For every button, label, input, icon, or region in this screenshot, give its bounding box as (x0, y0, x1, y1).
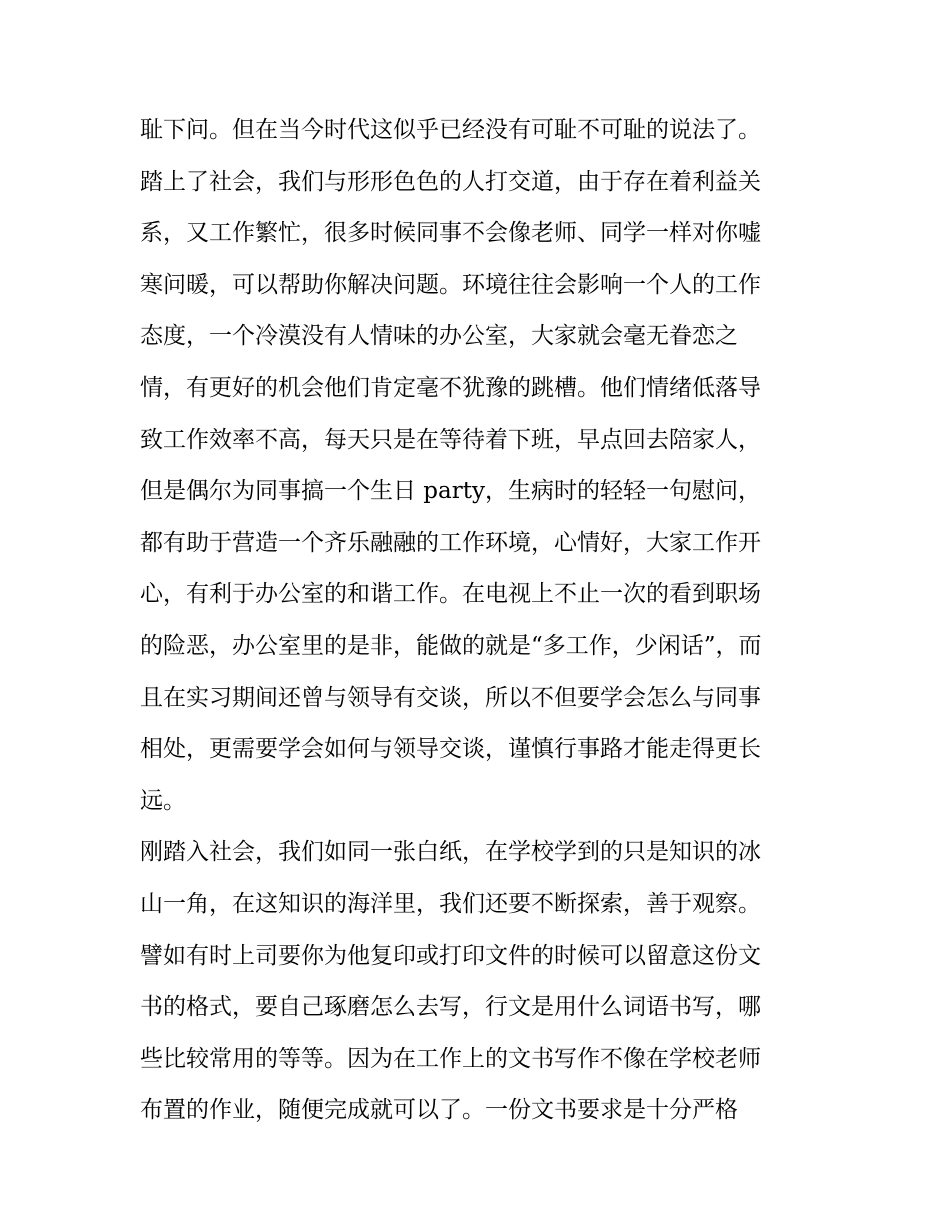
text-line: 致工作效率不高，每天只是在等待着下班，早点回去陪家人， (140, 426, 761, 453)
text-line: 心，有利于办公室的和谐工作。在电视上不止一次的看到职场 (140, 581, 761, 608)
text-line: 些比较常用的等等。因为在工作上的文书写作不像在学校老师 (140, 1045, 761, 1072)
text-line: 耻下问。但在当今时代这似乎已经没有可耻不可耻的说法了。 (140, 117, 761, 143)
text-line: 譬如有时上司要你为他复印或打印文件的时候可以留意这份文 (140, 942, 761, 969)
text-line: 寒问暖，可以帮助你解决问题。环境往往会影响一个人的工作 (140, 271, 761, 298)
text-line: 相处，更需要学会如何与领导交谈，谨慎行事路才能走得更长 (140, 736, 761, 763)
text-line: 踏上了社会，我们与形形色色的人打交道，由于存在着利益关 (140, 168, 761, 195)
text-line: 情，有更好的机会他们肯定毫不犹豫的跳槽。他们情绪低落导 (140, 374, 761, 401)
text-line: 布置的作业，随便完成就可以了。一份文书要求是十分严格 (140, 1097, 738, 1124)
text-line: 山一角，在这知识的海洋里，我们还要不断探索，善于观察。 (140, 890, 761, 917)
text-line: 刚踏入社会，我们如同一张白纸，在学校学到的只是知识的冰 (140, 839, 761, 866)
text-line: 书的格式，要自己琢磨怎么去写，行文是用什么词语书写，哪 (140, 994, 761, 1021)
text-line: 的险恶，办公室里的是非，能做的就是“多工作，少闲话”，而 (140, 632, 762, 659)
text-line: 远。 (140, 787, 186, 814)
text-line: 但是偶尔为同事搞一个生日 party，生病时的轻轻一句慰问， (140, 478, 761, 505)
text-line: 且在实习期间还曾与领导有交谈，所以不但要学会怎么与同事 (140, 684, 761, 711)
body-text (140, 105, 820, 1137)
text-line: 都有助于营造一个齐乐融融的工作环境，心情好，大家工作开 (140, 529, 761, 556)
text-line: 态度，一个冷漠没有人情味的办公室，大家就会毫无眷恋之 (140, 323, 738, 350)
text-line: 系，又工作繁忙，很多时候同事不会像老师、同学一样对你嘘 (140, 220, 761, 247)
